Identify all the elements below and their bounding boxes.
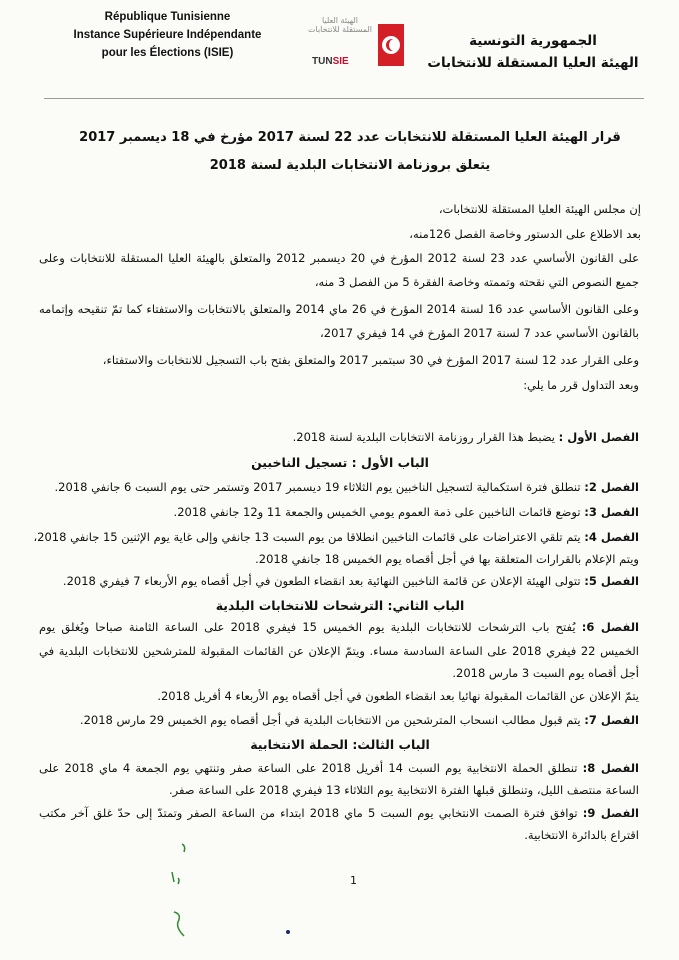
article-4-cont: ويتم الإعلام بالقرارات المتعلقة بها في أجل أقصاه يوم الخميس 18 جانفي 2018. <box>255 552 639 566</box>
section-heading-2: الباب الثاني: الترشحات للانتخابات البلدية <box>215 598 465 613</box>
article-label: الفصل 6: <box>581 620 639 634</box>
preamble-line: بعد الاطلاع على الدستور وخاصة الفصل 126منه، <box>409 227 641 241</box>
article-3 <box>174 505 639 519</box>
logo-brand-prefix: TUN <box>312 56 333 67</box>
ink-dot <box>286 930 290 934</box>
article-text: يتم تلقي الاعتراضات على قائمات الناخبين انطلاقا من يوم السبت 13 جانفي وإلى غاية يوم الإثنين 15 جانفي 2018، <box>33 530 585 544</box>
article-text: يتم قبول مطالب انسحاب المترشحين من الانتخابات البلدية في أجل أقصاه يوم الخميس 29 مارس 2018. <box>79 713 585 727</box>
article-2 <box>55 480 640 494</box>
section-heading-3: الباب الثالث: الحملة الانتخابية <box>250 737 430 752</box>
logo-brand <box>312 56 349 67</box>
article-label: الفصل 2: <box>584 480 639 494</box>
logo-text: الهيئة العليا المستقلة للانتخابات <box>307 16 372 34</box>
handwritten-marks-icon <box>160 838 200 938</box>
preamble-line: وبعد التداول قرر ما يلي: <box>523 378 639 392</box>
article-text: تتولى الهيئة الإعلان عن قائمة الناخبين النهائية بعد انقضاء الطعون في أجل أقصاه يوم الأربعاء 7 فيفري 2018. <box>62 574 585 588</box>
article-text: تنطلق الحملة الانتخابية يوم السبت 14 أفريل 2018 على الساعة صفر وتنتهي يوم الجمعة 4 ماي 2018 على <box>39 761 583 775</box>
preamble-line: على القانون الأساسي عدد 23 لسنة 2012 المؤرخ في 20 ديسمبر 2012 والمتعلق بالهيئة العليا المستقلة للانتخابات وعلى <box>39 251 639 265</box>
header-arabic <box>423 30 643 74</box>
article-8 <box>39 761 639 775</box>
article-label: الفصل الأول : <box>558 430 639 444</box>
article-6 <box>39 620 639 634</box>
header-french <box>60 8 275 62</box>
preamble-line: بالقانون الأساسي عدد 7 لسنة 2017 المؤرخ في 14 فيفري 2017، <box>320 326 639 340</box>
article-6-cont: الخميس 22 فيفري 2018 على الساعة السادسة مساء. ويتمّ الإعلان عن القائمات المقبولة للمترشحين للانتخابات البلدية في <box>39 644 639 658</box>
article-text: يضبط هذا القرار روزنامة الانتخابات البلدية لسنة 2018. <box>292 430 559 444</box>
article-6-cont: أجل أقصاه يوم السبت 3 مارس 2018. <box>452 666 639 680</box>
header-fr-line-1: République Tunisienne <box>104 11 231 23</box>
article-text: يُفتح باب الترشحات للانتخابات البلدية يوم الخميس 15 فيفري 2018 على الساعة الثامنة صباحا ويُغلق يوم <box>39 620 582 634</box>
article-9 <box>39 806 639 820</box>
article-label: الفصل 3: <box>584 505 639 519</box>
preamble-line: وعلى القانون الأساسي عدد 16 لسنة 2014 المؤرخ في 26 ماي 2014 والمتعلق بالانتخابات والاستفتاء كما تمّ تنقيحه وإتمامه <box>39 302 639 316</box>
header-divider <box>44 98 644 99</box>
article-7 <box>80 713 639 727</box>
article-8-cont: الساعة منتصف الليل، وتنطلق قبلها الفترة الانتخابية يوم الثلاثاء 13 فيفري 2018 على الساعة صفر. <box>168 783 639 797</box>
article-text: توافق فترة الصمت الانتخابي يوم السبت 5 ماي 2018 ابتداء من الساعة الصفر وتمتدّ إلى حدّ غلق آخر مكتب <box>39 806 583 820</box>
decision-title-line-1: قرار الهيئة العليا المستقلة للانتخابات عدد 22 لسنة 2017 مؤرخ في 18 ديسمبر 2017 <box>79 130 621 145</box>
isie-logo <box>308 16 408 78</box>
decision-title-line-2: يتعلق بروزنامة الانتخابات البلدية لسنة 2018 <box>209 158 491 173</box>
header-fr-line-2: Instance Supérieure Indépendante <box>73 29 262 41</box>
article-4 <box>33 530 639 544</box>
article-5 <box>63 574 639 588</box>
article-label: الفصل 9: <box>582 806 639 820</box>
preamble-line: جميع النصوص التي نقحته وتممته وخاصة الفقرة 5 من الفصل 3 منه، <box>314 275 639 289</box>
logo-brand-suffix: SIE <box>332 56 349 67</box>
article-label: الفصل 8: <box>582 761 639 775</box>
section-heading-1: الباب الأول : تسجيل الناخبين <box>251 455 429 470</box>
page-number: 1 <box>350 874 357 887</box>
preamble-line: إن مجلس الهيئة العليا المستقلة للانتخابات، <box>438 202 641 216</box>
article-6-cont: يتمّ الإعلان عن القائمات المقبولة نهائيا بعد انقضاء الطعون في أجل أقصاه يوم الأربعاء 4 أفريل 2018. <box>157 689 639 703</box>
tunisia-flag-icon <box>378 24 404 66</box>
article-text: تنطلق فترة استكمالية لتسجيل الناخبين يوم الثلاثاء 19 ديسمبر 2017 وتستمر حتى يوم السبت 6 جانفي 2018. <box>54 480 585 494</box>
preamble-line: وعلى القرار عدد 12 لسنة 2017 المؤرخ في 30 سبتمبر 2017 والمتعلق بفتح باب التسجيل للانتخابات والاستفتاء، <box>102 353 639 367</box>
article-label: الفصل 4: <box>584 530 639 544</box>
article-1 <box>293 430 639 444</box>
header-ar-line-1: الجمهورية التونسية <box>469 33 597 49</box>
article-label: الفصل 5: <box>584 574 639 588</box>
header-ar-line-2: الهيئة العليا المستقلة للانتخابات <box>427 55 639 71</box>
header-fr-line-3: pour les Élections (ISIE) <box>101 47 234 59</box>
article-label: الفصل 7: <box>584 713 639 727</box>
article-text: توضع قائمات الناخبين على ذمة العموم يومي الخميس والجمعة 11 و12 جانفي 2018. <box>173 505 585 519</box>
article-9-cont: اقتراع بالدائرة الانتخابية. <box>524 828 639 842</box>
